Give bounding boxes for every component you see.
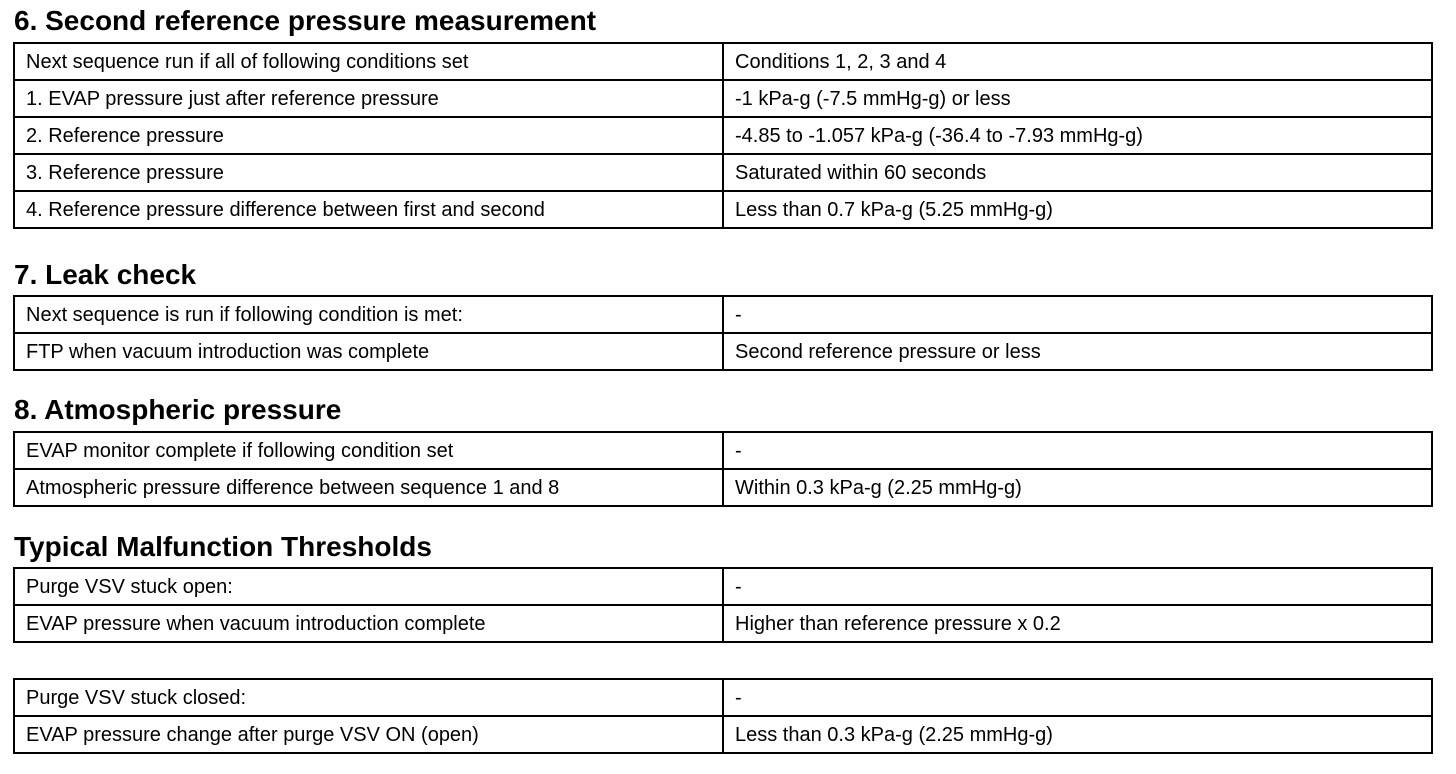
section-title-second-reference-pressure: 6. Second reference pressure measurement: [14, 5, 597, 36]
condition-label: Next sequence is run if following condition is met:: [14, 296, 723, 333]
condition-label: 3. Reference pressure: [14, 154, 723, 191]
table-row: [14, 679, 1432, 716]
table-row: [14, 605, 1432, 642]
table-row: [14, 716, 1432, 753]
condition-label: Next sequence run if all of following conditions set: [14, 43, 723, 80]
condition-label: FTP when vacuum introduction was complete: [14, 333, 723, 370]
condition-value: Conditions 1, 2, 3 and 4: [723, 43, 1432, 80]
table-row: [14, 154, 1432, 191]
condition-label: 4. Reference pressure difference between first and second: [14, 191, 723, 228]
condition-label: 2. Reference pressure: [14, 117, 723, 154]
condition-value: Within 0.3 kPa-g (2.25 mmHg-g): [723, 469, 1432, 506]
purge-vsv-stuck-closed-table: [13, 678, 1433, 754]
table-row: [14, 333, 1432, 370]
condition-value: -1 kPa-g (-7.5 mmHg-g) or less: [723, 80, 1432, 117]
condition-value: Higher than reference pressure x 0.2: [723, 605, 1432, 642]
table-row: [14, 469, 1432, 506]
section-title-atmospheric-pressure: 8. Atmospheric pressure: [14, 394, 342, 425]
table-row: [14, 80, 1432, 117]
condition-value: Second reference pressure or less: [723, 333, 1432, 370]
condition-value: Saturated within 60 seconds: [723, 154, 1432, 191]
condition-label: Atmospheric pressure difference between sequence 1 and 8: [14, 469, 723, 506]
table-row: [14, 117, 1432, 154]
table-row: [14, 191, 1432, 228]
table-row: [14, 432, 1432, 469]
section-title-leak-check: 7. Leak check: [14, 259, 197, 290]
condition-value: -: [723, 568, 1432, 605]
condition-value: Less than 0.7 kPa-g (5.25 mmHg-g): [723, 191, 1432, 228]
section-title-malfunction-thresholds: Typical Malfunction Thresholds: [14, 531, 432, 562]
condition-value: Less than 0.3 kPa-g (2.25 mmHg-g): [723, 716, 1432, 753]
purge-vsv-stuck-open-table: [13, 567, 1433, 643]
condition-label: Purge VSV stuck open:: [14, 568, 723, 605]
leak-check-table: [13, 295, 1433, 371]
condition-value: -: [723, 296, 1432, 333]
condition-value: -: [723, 679, 1432, 716]
condition-label: EVAP pressure change after purge VSV ON (open): [14, 716, 723, 753]
condition-label: EVAP pressure when vacuum introduction complete: [14, 605, 723, 642]
condition-label: Purge VSV stuck closed:: [14, 679, 723, 716]
table-row: [14, 43, 1432, 80]
condition-label: 1. EVAP pressure just after reference pressure: [14, 80, 723, 117]
table-row: [14, 296, 1432, 333]
condition-value: -: [723, 432, 1432, 469]
second-reference-pressure-table: [13, 42, 1433, 229]
table-row: [14, 568, 1432, 605]
atmospheric-pressure-table: [13, 431, 1433, 507]
condition-label: EVAP monitor complete if following condition set: [14, 432, 723, 469]
condition-value: -4.85 to -1.057 kPa-g (-36.4 to -7.93 mmHg-g): [723, 117, 1432, 154]
